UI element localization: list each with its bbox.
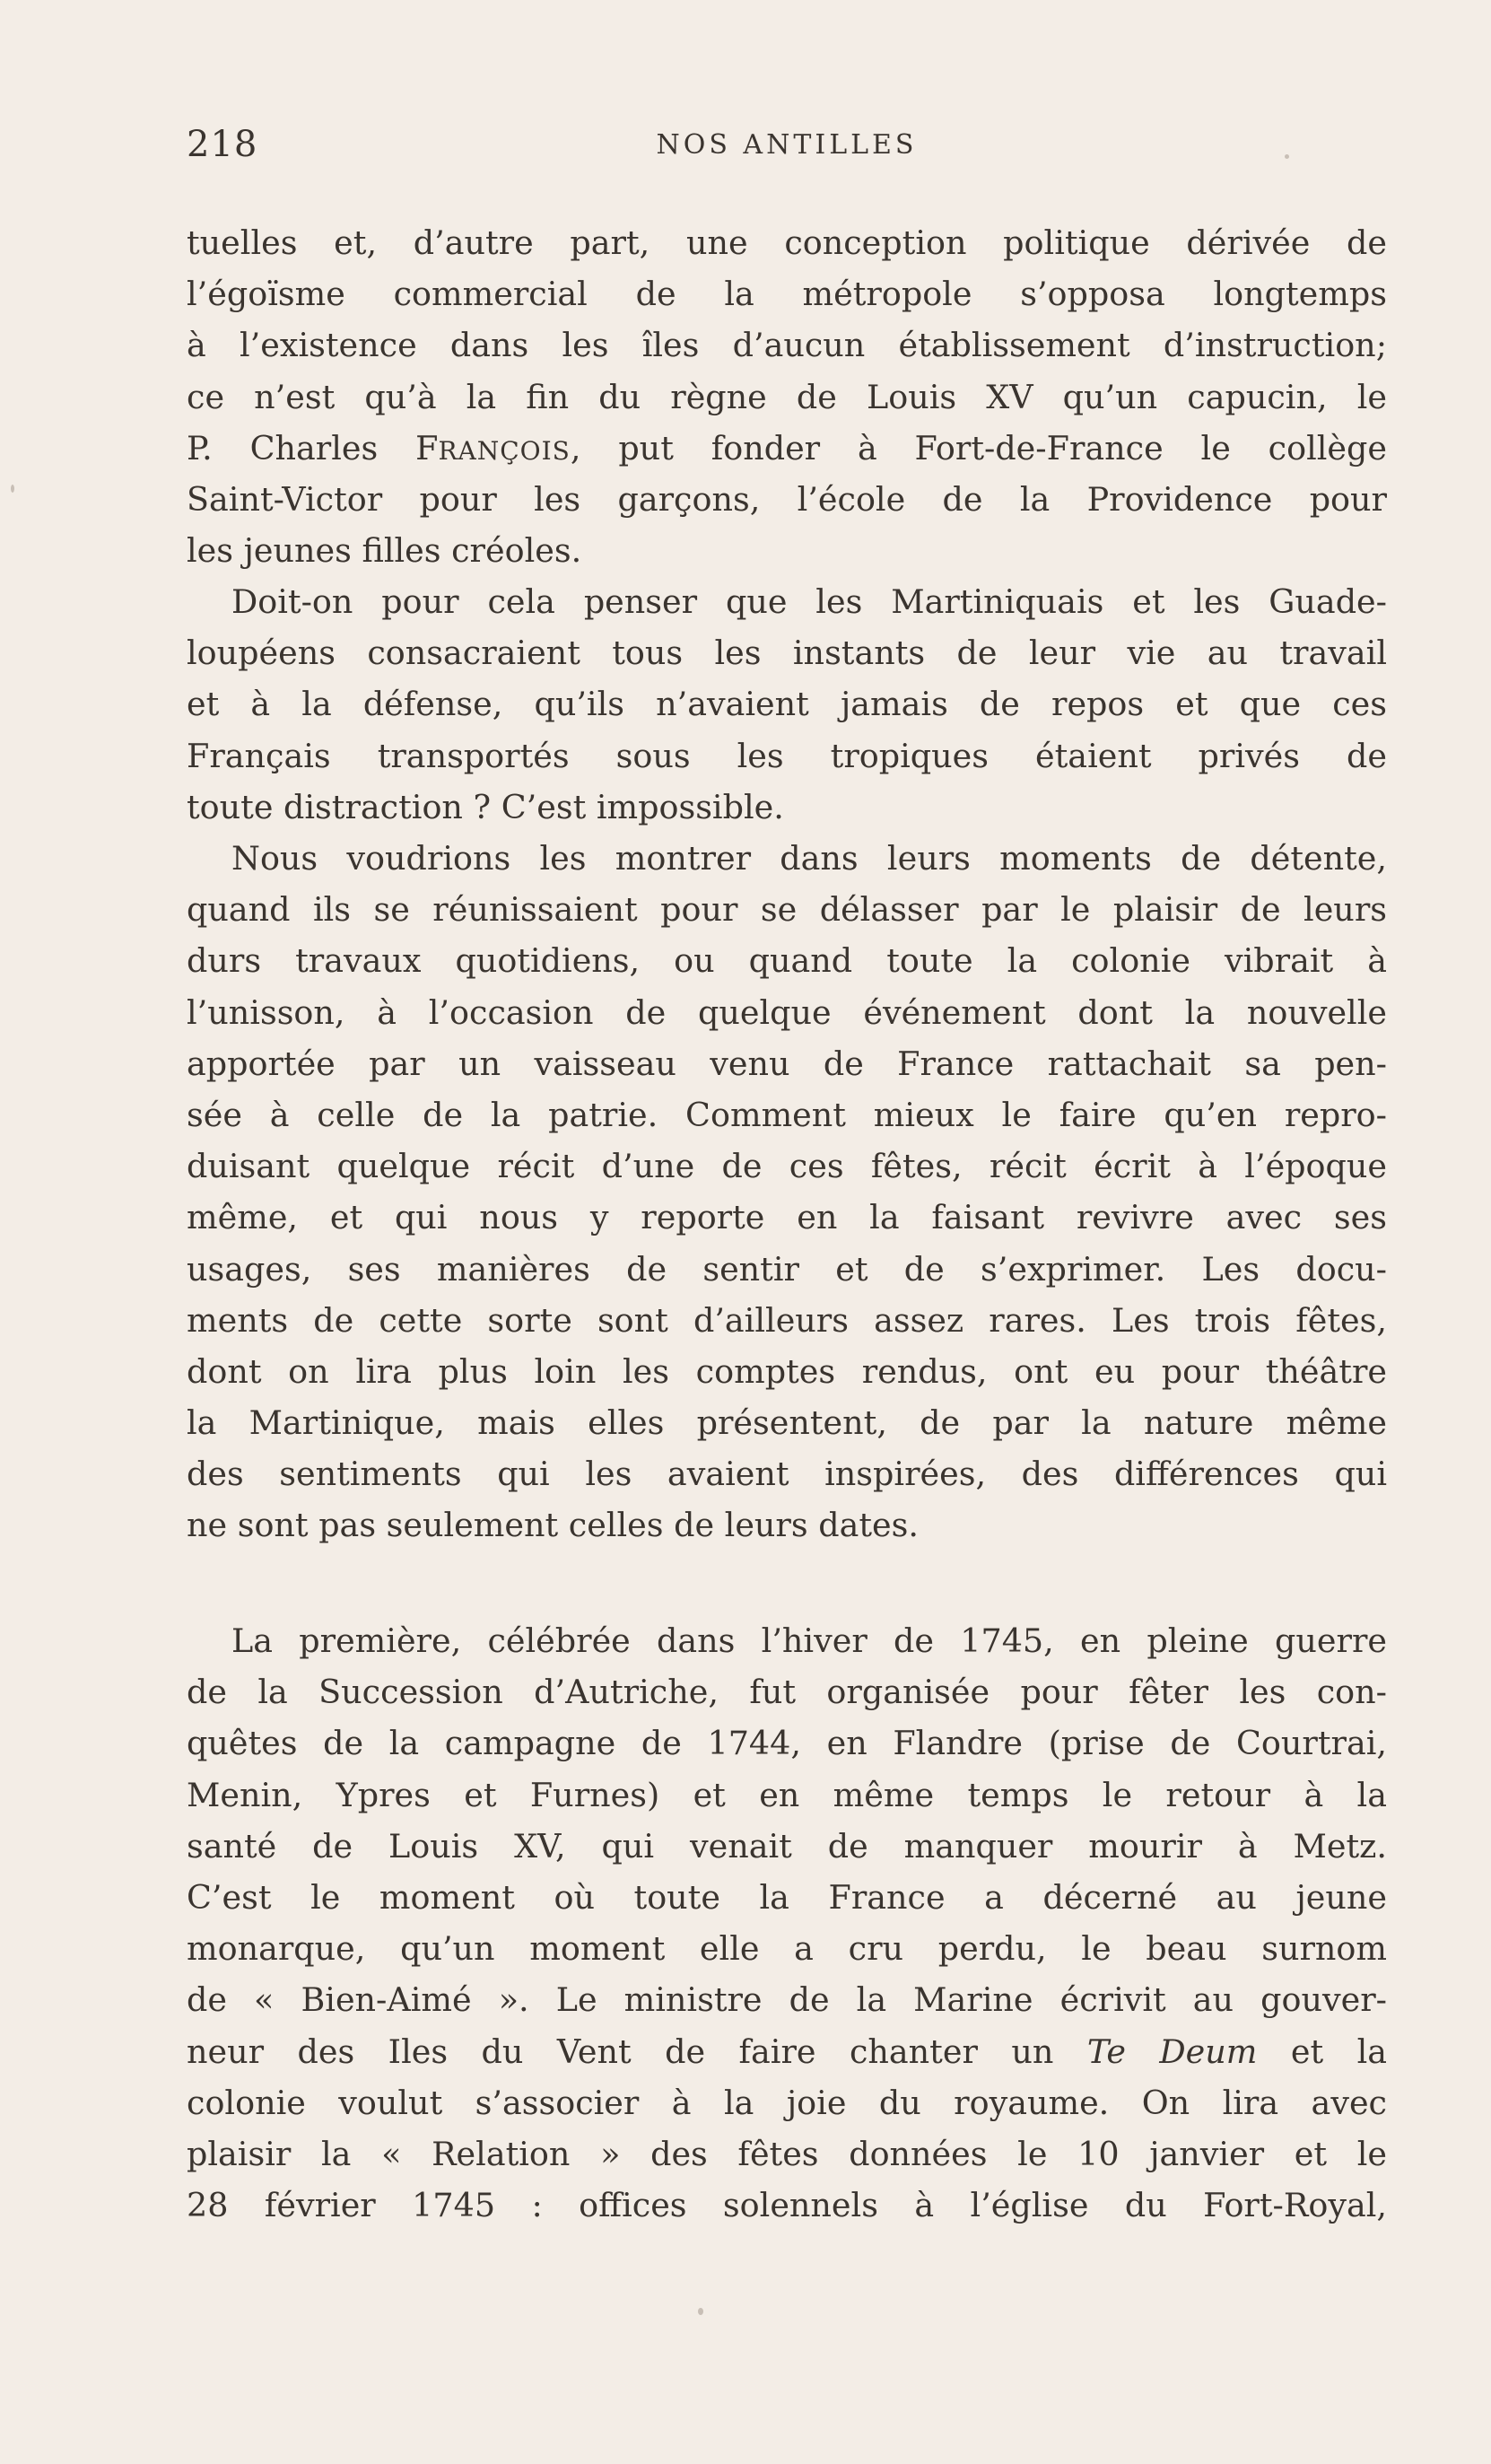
text-line: apportée par un vaisseau venu de France rattachait sa pen- xyxy=(187,1044,1387,1083)
text-fragment: neur des Iles du Vent de faire chanter un xyxy=(187,2031,1087,2071)
text-line: quêtes de la campagne de 1744, en Flandre (prise de Courtrai, xyxy=(187,1724,1387,1763)
paragraph-1 xyxy=(187,217,1387,576)
paper-speck xyxy=(1285,154,1289,159)
running-head xyxy=(187,124,1387,178)
author-name-small-caps: RANÇOIS xyxy=(438,435,571,466)
text-line: même, et qui nous y reporte en la faisant revivre avec ses xyxy=(187,1198,1387,1237)
text-line: des sentiments qui les avaient inspirées, des différences qui xyxy=(187,1455,1387,1494)
text-line: de « Bien-Aimé ». Le ministre de la Marine écrivit au gouver- xyxy=(187,1980,1387,2020)
text-line: plaisir la « Relation » des fêtes données le 10 janvier et le xyxy=(187,2134,1387,2173)
paper-speck xyxy=(698,2308,703,2315)
italic-term: Te Deum xyxy=(1086,2031,1258,2071)
text-line: ce n’est qu’à la fin du règne de Louis XV qu’un capucin, le xyxy=(187,377,1387,416)
text-line: colonie voulut s’associer à la joie du royaume. On lira avec xyxy=(187,2083,1387,2122)
text-line: loupéens consacraient tous les instants de leur vie au travail xyxy=(187,633,1387,673)
text-line: à l’existence dans les îles d’aucun établissement d’instruction; xyxy=(187,326,1387,365)
paper-speck xyxy=(11,485,14,493)
text-line: l’égoïsme commercial de la métropole s’opposa longtemps xyxy=(187,275,1387,314)
text-line: La première, célébrée dans l’hiver de 1745, en pleine guerre xyxy=(231,1621,1387,1660)
text-line: toute distraction ? C’est impossible. xyxy=(187,787,784,826)
text-line: sée à celle de la patrie. Comment mieux le faire qu’en repro- xyxy=(187,1095,1387,1134)
text-line: duisant quelque récit d’une de ces fêtes, récit écrit à l’époque xyxy=(187,1147,1387,1186)
text-line: Doit-on pour cela penser que les Martiniquais et les Guade- xyxy=(231,582,1387,621)
text-line: les jeunes filles créoles. xyxy=(187,531,582,571)
paragraph-3 xyxy=(187,833,1387,1551)
text-line: dont on lira plus loin les comptes rendus, ont eu pour théâtre xyxy=(187,1351,1387,1391)
text-line: Saint-Victor pour les garçons, l’école de la Providence pour xyxy=(187,479,1387,519)
text-fragment: , put fonder à Fort-de-France le collège xyxy=(570,428,1387,467)
text-line: tuelles et, d’autre part, une conception politique dérivée de xyxy=(187,223,1387,262)
text-line: et à la défense, qu’ils n’avaient jamais de repos et que ces xyxy=(187,685,1387,724)
text-line: ments de cette sorte sont d’ailleurs assez rares. Les trois fêtes, xyxy=(187,1300,1387,1340)
text-line: Français transportés sous les tropiques étaient privés de xyxy=(187,736,1387,775)
text-fragment: et la xyxy=(1257,2031,1387,2071)
author-name-initial: F xyxy=(415,428,439,467)
paragraph-4 xyxy=(187,1615,1387,2231)
text-line: usages, ses manières de sentir et de s’exprimer. Les docu- xyxy=(187,1249,1387,1289)
text-line: santé de Louis XV, qui venait de manquer mourir à Metz. xyxy=(187,1826,1387,1865)
text-fragment: P. Charles xyxy=(187,428,416,467)
text-line: l’unisson, à l’occasion de quelque événement dont la nouvelle xyxy=(187,992,1387,1032)
text-line: durs travaux quotidiens, ou quand toute la colonie vibrait à xyxy=(187,941,1387,981)
text-line xyxy=(187,423,1387,474)
text-line: la Martinique, mais elles présentent, de par la nature même xyxy=(187,1403,1387,1443)
paragraph-2 xyxy=(187,576,1387,833)
page-number: 218 xyxy=(187,124,258,165)
running-title: NOS ANTILLES xyxy=(656,129,918,161)
text-line: Menin, Ypres et Furnes) et en même temps le retour à la xyxy=(187,1775,1387,1814)
text-line: monarque, qu’un moment elle a cru perdu, le beau surnom xyxy=(187,1929,1387,1969)
text-line xyxy=(187,2026,1387,2077)
text-line: ne sont pas seulement celles de leurs dates. xyxy=(187,1506,919,1545)
text-line: quand ils se réunissaient pour se délasser par le plaisir de leurs xyxy=(187,890,1387,930)
text-line: 28 février 1745 : offices solennels à l’église du Fort-Royal, xyxy=(187,2186,1387,2225)
text-line: Nous voudrions les montrer dans leurs moments de détente, xyxy=(231,839,1387,878)
text-line: de la Succession d’Autriche, fut organisée pour fêter les con- xyxy=(187,1673,1387,1712)
text-line: C’est le moment où toute la France a décerné au jeune xyxy=(187,1877,1387,1917)
